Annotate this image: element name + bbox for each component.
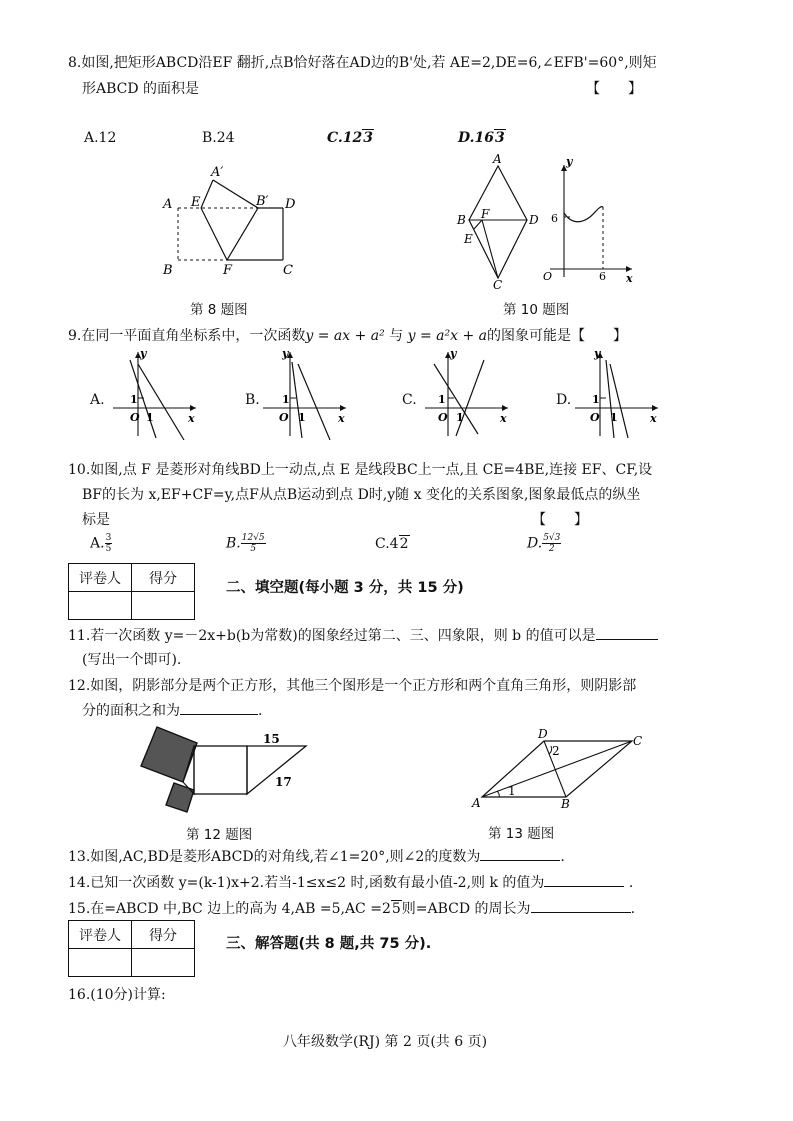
q10-curve xyxy=(564,207,603,222)
svg-text:O: O xyxy=(279,411,289,424)
grade-box-reviewer-cell[interactable] xyxy=(69,592,132,620)
svg-text:1: 1 xyxy=(282,393,290,406)
q16-text: 16.(10分)计算: xyxy=(68,987,166,1003)
q9-option-a-label: A. xyxy=(90,392,105,408)
svg-text:1: 1 xyxy=(456,411,464,424)
q9-option-b-label: B. xyxy=(245,392,260,408)
q12-shaded-square-small xyxy=(166,783,194,812)
q14-answer-blank[interactable] xyxy=(544,872,624,887)
q13-label-1: 1 xyxy=(508,784,516,798)
q9-option-c-label: C. xyxy=(402,392,417,408)
q8-label-a: A xyxy=(163,197,173,212)
section3-title: 三、解答题(共 8 题,共 75 分). xyxy=(226,936,432,952)
q9-c-line2 xyxy=(456,360,484,436)
q8-label-a-prime: A′ xyxy=(211,165,224,180)
q9-b-line2 xyxy=(298,364,330,440)
q10-label-b: B xyxy=(457,213,466,227)
q12-caption: 第 12 题图 xyxy=(186,827,253,843)
grade-box-reviewer-label: 评卷人 xyxy=(69,564,132,592)
q8-label-b: B xyxy=(163,263,173,278)
q10-line-fc xyxy=(482,220,498,278)
section2-title: 二、填空题(每小题 3 分，共 15 分) xyxy=(226,580,464,596)
page-footer: 八年级数学(RJ) 第 2 页(共 6 页) xyxy=(283,1034,488,1050)
q10-graph-six-x: 6 xyxy=(599,270,606,283)
q8-label-c: C xyxy=(283,263,293,278)
svg-text:x: x xyxy=(650,412,657,425)
q10-line1: 10.如图,点 F 是菱形对角线BD上一动点,点 E 是线段BC上一点,且 CE=4BE,连接 EF、CF,设 xyxy=(68,462,653,478)
q10-option-c: C.42 xyxy=(375,536,409,552)
q10-option-a: A. $\frac{3}{5}$ xyxy=(90,533,112,554)
q13-figure xyxy=(465,725,655,815)
q9-graph-d xyxy=(570,348,665,440)
q10-graph-y-label: y xyxy=(566,155,573,168)
grade-box-score-label: 得分 xyxy=(132,921,195,949)
q13-answer-blank[interactable] xyxy=(480,846,560,861)
q9-a-line2 xyxy=(138,364,184,440)
grade-box-section2 xyxy=(68,563,195,620)
q8-option-b: B.24 xyxy=(202,130,235,146)
q8-a-prime-b-prime xyxy=(213,180,258,208)
q8-fb-prime xyxy=(227,208,258,260)
q12-label-17: 17 xyxy=(275,775,292,789)
q13-label-b: B xyxy=(561,797,570,811)
q10-line2: BF的长为 x,EF+CF=y,点F从点B运动到点 D时,y随 x 变化的关系图象,图象最低点的纵坐 xyxy=(82,487,641,503)
q13-label-c: C xyxy=(633,734,643,748)
svg-text:O: O xyxy=(130,411,140,424)
q10-label-e: E xyxy=(464,232,473,246)
q9-graph-c xyxy=(420,348,515,440)
q10-graph-six-y: 6 xyxy=(551,212,558,225)
svg-text:x: x xyxy=(188,412,195,425)
grade-box-score-label: 得分 xyxy=(132,564,195,592)
svg-text:y: y xyxy=(282,348,289,360)
q10-option-b: B. $\frac{12√5}{5}$ xyxy=(226,533,265,554)
q8-label-f: F xyxy=(223,263,233,278)
q8-label-d: D xyxy=(285,197,296,212)
q15-answer-blank[interactable] xyxy=(531,898,631,913)
q12-figure xyxy=(130,722,315,822)
q10-caption: 第 10 题图 xyxy=(503,302,570,318)
grade-box-score-cell[interactable] xyxy=(132,949,195,977)
q9-b-line1 xyxy=(292,362,302,438)
grade-box-reviewer-label: 评卷人 xyxy=(69,921,132,949)
svg-text:O: O xyxy=(590,411,600,424)
q12-shaded-square-large xyxy=(141,727,197,782)
q13-label-d: D xyxy=(538,727,548,741)
q8-option-d: D.163 xyxy=(458,130,505,146)
svg-text:y: y xyxy=(594,348,601,360)
q12-line1: 12.如图，阴影部分是两个正方形，其他三个图形是一个正方形和两个直角三角形，则阴影部 xyxy=(68,678,637,694)
q10-graph-x-label: x xyxy=(626,272,633,285)
grade-box-reviewer-cell[interactable] xyxy=(69,949,132,977)
q8-caption: 第 8 题图 xyxy=(190,302,248,318)
svg-text:1: 1 xyxy=(298,411,306,424)
q10-option-d: D. $\frac{5√3}{2}$ xyxy=(527,533,561,554)
q8-ef xyxy=(201,208,227,260)
q14-text: 14.已知一次函数 y=(k-1)x+2.若当-1≤x≤2 时,函数有最小值-2,则 k 的值为 . xyxy=(68,872,633,894)
q15-text: 15.在=ABCD 中,BC 边上的高为 4,AB =5,AC =25则=ABCD 的周长为 . xyxy=(68,898,635,920)
svg-text:1: 1 xyxy=(130,393,138,406)
q10-graph-origin: O xyxy=(543,270,553,283)
svg-text:x: x xyxy=(338,412,345,425)
q8-line2: 形ABCD 的面积是 xyxy=(82,81,200,97)
q10-label-d: D xyxy=(529,213,539,227)
q10-answer-bracket: 【 】 xyxy=(532,512,588,528)
q8-ea-prime xyxy=(201,180,213,208)
q8-option-a: A.12 xyxy=(84,130,117,146)
q8-answer-bracket: 【 】 xyxy=(586,81,642,97)
svg-text:y: y xyxy=(450,348,457,360)
q12-middle-square xyxy=(194,746,247,794)
grade-box-section3 xyxy=(68,920,195,977)
grade-box-score-cell[interactable] xyxy=(132,592,195,620)
svg-text:y: y xyxy=(140,348,147,360)
q11-answer-blank[interactable] xyxy=(596,625,658,640)
q10-graph xyxy=(532,155,642,285)
q8-label-b-prime: B′ xyxy=(256,194,269,209)
q10-label-f: F xyxy=(481,207,490,221)
svg-text:x: x xyxy=(500,412,507,425)
q8-figure xyxy=(155,160,310,285)
q11-line2: (写出一个即可). xyxy=(82,652,182,668)
q13-label-2: 2 xyxy=(552,744,560,758)
q11-line1: 11.若一次函数 y=－2x+b(b为常数)的图象经过第二、三、四象限，则 b 的值可以是 xyxy=(68,625,658,647)
q12-answer-blank[interactable] xyxy=(180,700,258,715)
q9-stem: 9.在同一平面直角坐标系中，一次函数y = ax + a² 与 y = a²x + a的图象可能是【 】 xyxy=(68,328,628,344)
svg-text:O: O xyxy=(438,411,448,424)
q13-label-a: A xyxy=(472,796,481,810)
q8-option-c: C.123 xyxy=(327,130,374,146)
q10-line3: 标是 xyxy=(82,512,110,528)
svg-text:1: 1 xyxy=(146,411,154,424)
q9-graph-a xyxy=(108,348,203,440)
q13-caption: 第 13 题图 xyxy=(488,826,555,842)
svg-text:1: 1 xyxy=(610,411,618,424)
q12-line2: 分的面积之和为 . xyxy=(82,700,262,722)
q8-label-e: E xyxy=(191,195,201,210)
svg-text:1: 1 xyxy=(438,393,446,406)
q10-label-c: C xyxy=(493,278,503,290)
q9-d-line1 xyxy=(606,360,614,438)
q9-graph-b xyxy=(258,348,353,440)
q13-text: 13.如图,AC,BD是菱形ABCD的对角线,若∠1=20°,则∠2的度数为 . xyxy=(68,846,565,868)
q8-line1: 8.如图,把矩形ABCD沿EF 翻折,点B恰好落在AD边的B'处,若 AE=2,DE=6,∠EFB'=60°,则矩 xyxy=(68,55,657,71)
q10-rhombus xyxy=(469,166,527,278)
svg-text:1: 1 xyxy=(592,393,600,406)
q10-line-fe xyxy=(474,220,482,229)
q10-label-a: A xyxy=(493,152,502,166)
q9-option-d-label: D. xyxy=(556,392,572,408)
q13-angle1-arc xyxy=(497,791,499,797)
q12-label-15: 15 xyxy=(263,732,280,746)
